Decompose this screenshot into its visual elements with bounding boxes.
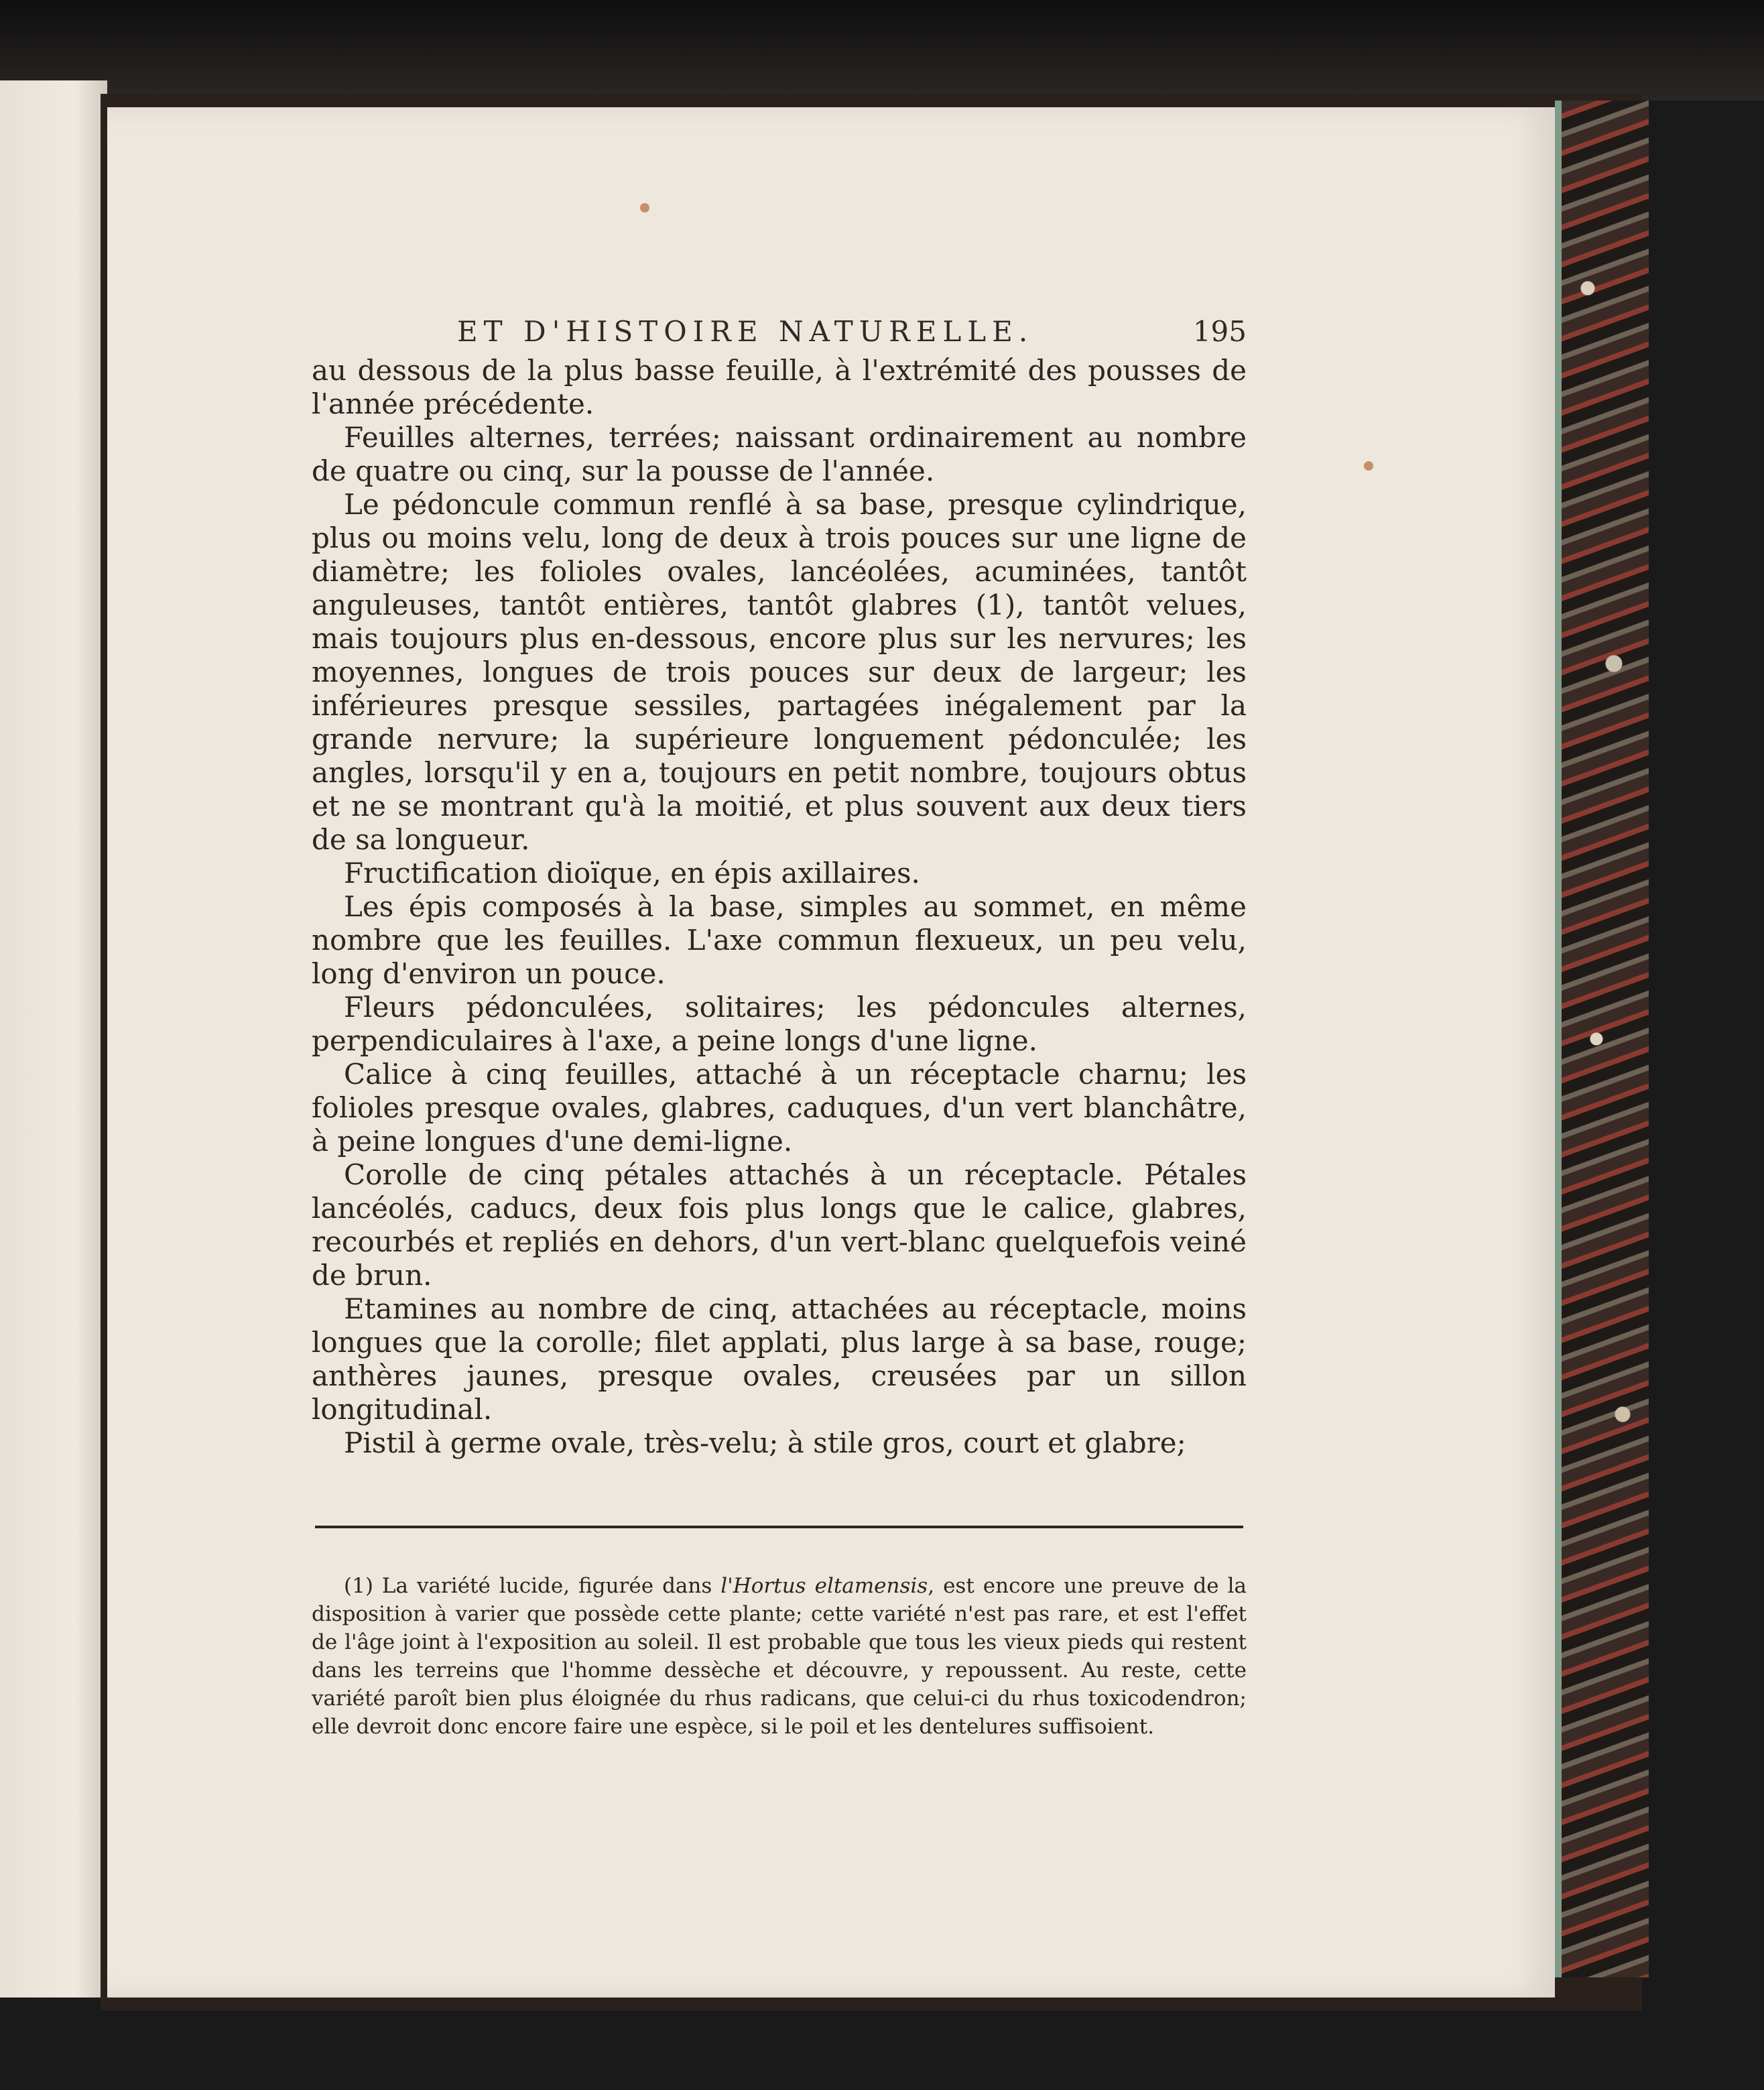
footnote-text-end: , est encore une preuve de la disposition à varier que possède cette plante; cette variété n'est pas rare, et est l'effet de l'âge joint à l'exposition au soleil. Il est probable que tous les vieux pieds qui restent dans les terreins que l'homme dessèche et découvre, y repoussent. Au reste, cette variété paroît bien plus éloignée du rhus radicans, que celui-ci du rhus toxicodendron; elle devroit donc encore faire une espèce, si le poil et les dentelures suffisoient. xyxy=(312,1574,1247,1739)
footnote-rule xyxy=(315,1526,1243,1528)
body-text xyxy=(312,354,1247,1460)
paragraph-epis: Les épis composés à la base, simples au sommet, en même nombre que les feuilles. L'axe commun flexueux, un peu velu, long d'environ un pouce. xyxy=(312,890,1247,990)
paragraph-pistil: Pistil à germe ovale, très-velu; à stile gros, court et glabre; xyxy=(344,1426,1186,1459)
paragraph-fructification: Fructification dioïque, en épis axillaires. xyxy=(344,857,920,889)
footnote-text-start: (1) La variété lucide, figurée dans xyxy=(344,1574,721,1598)
footnote-title: l'Hortus eltamensis xyxy=(720,1574,928,1598)
footnote xyxy=(312,1572,1247,1741)
running-head: ET D'HISTOIRE NATURELLE. xyxy=(457,315,1034,348)
paper-speck xyxy=(1364,461,1373,471)
scan-backdrop xyxy=(0,0,1764,101)
paragraph-pedoncule: Le pédoncule commun renflé à sa base, presque cylindrique, plus ou moins velu, long de deux à trois pouces sur une ligne de diamètre; les folioles ovales, lancéolées, acuminées, tantôt anguleuses, tantôt entières, tantôt glabres (1), tantôt velues, mais toujours plus en-dessous, encore plus sur les nervures; les moyennes, longues de trois pouces sur deux de largeur; les inférieures presque sessiles, partagées inégalement par la grande nervure; la supérieure longuement pédonculée; les angles, lorsqu'il y en a, toujours en petit nombre, toujours obtus et ne se montrant qu'à la moitié, et plus souvent aux deux tiers de sa longueur. xyxy=(312,488,1247,856)
facing-page-edge xyxy=(0,80,110,1997)
paragraph-corolle: Corolle de cinq pétales attachés à un réceptacle. Pétales lancéolés, caducs, deux fois plus longs que le calice, glabres, recourbés et repliés en dehors, d'un vert-blanc quelquefois veiné de brun. xyxy=(312,1158,1247,1292)
paragraph-feuilles: Feuilles alternes, terrées; naissant ordinairement au nombre de quatre ou cinq, sur la pousse de l'année. xyxy=(312,421,1247,487)
paragraph-continuation: au dessous de la plus basse feuille, à l'extrémité des pousses de l'année précédente. xyxy=(312,354,1247,420)
footnote-paragraph xyxy=(312,1572,1247,1741)
paragraph-calice: Calice à cinq feuilles, attaché à un réceptacle charnu; les folioles presque ovales, glabres, caduques, d'un vert blanchâtre, à peine longues d'une demi-ligne. xyxy=(312,1058,1247,1158)
paper-speck xyxy=(640,203,649,212)
marbled-cover-edge xyxy=(1555,101,1649,1977)
paragraph-etamines: Etamines au nombre de cinq, attachées au réceptacle, moins longues que la corolle; filet applati, plus large à sa base, rouge; anthères jaunes, presque ovales, creusées par un sillon longitudinal. xyxy=(312,1292,1247,1426)
paragraph-fleurs: Fleurs pédonculées, solitaires; les pédoncules alternes, perpendiculaires à l'axe, a peine longs d'une ligne. xyxy=(312,991,1247,1057)
page-header xyxy=(315,315,1253,355)
page-number: 195 xyxy=(1192,315,1247,348)
